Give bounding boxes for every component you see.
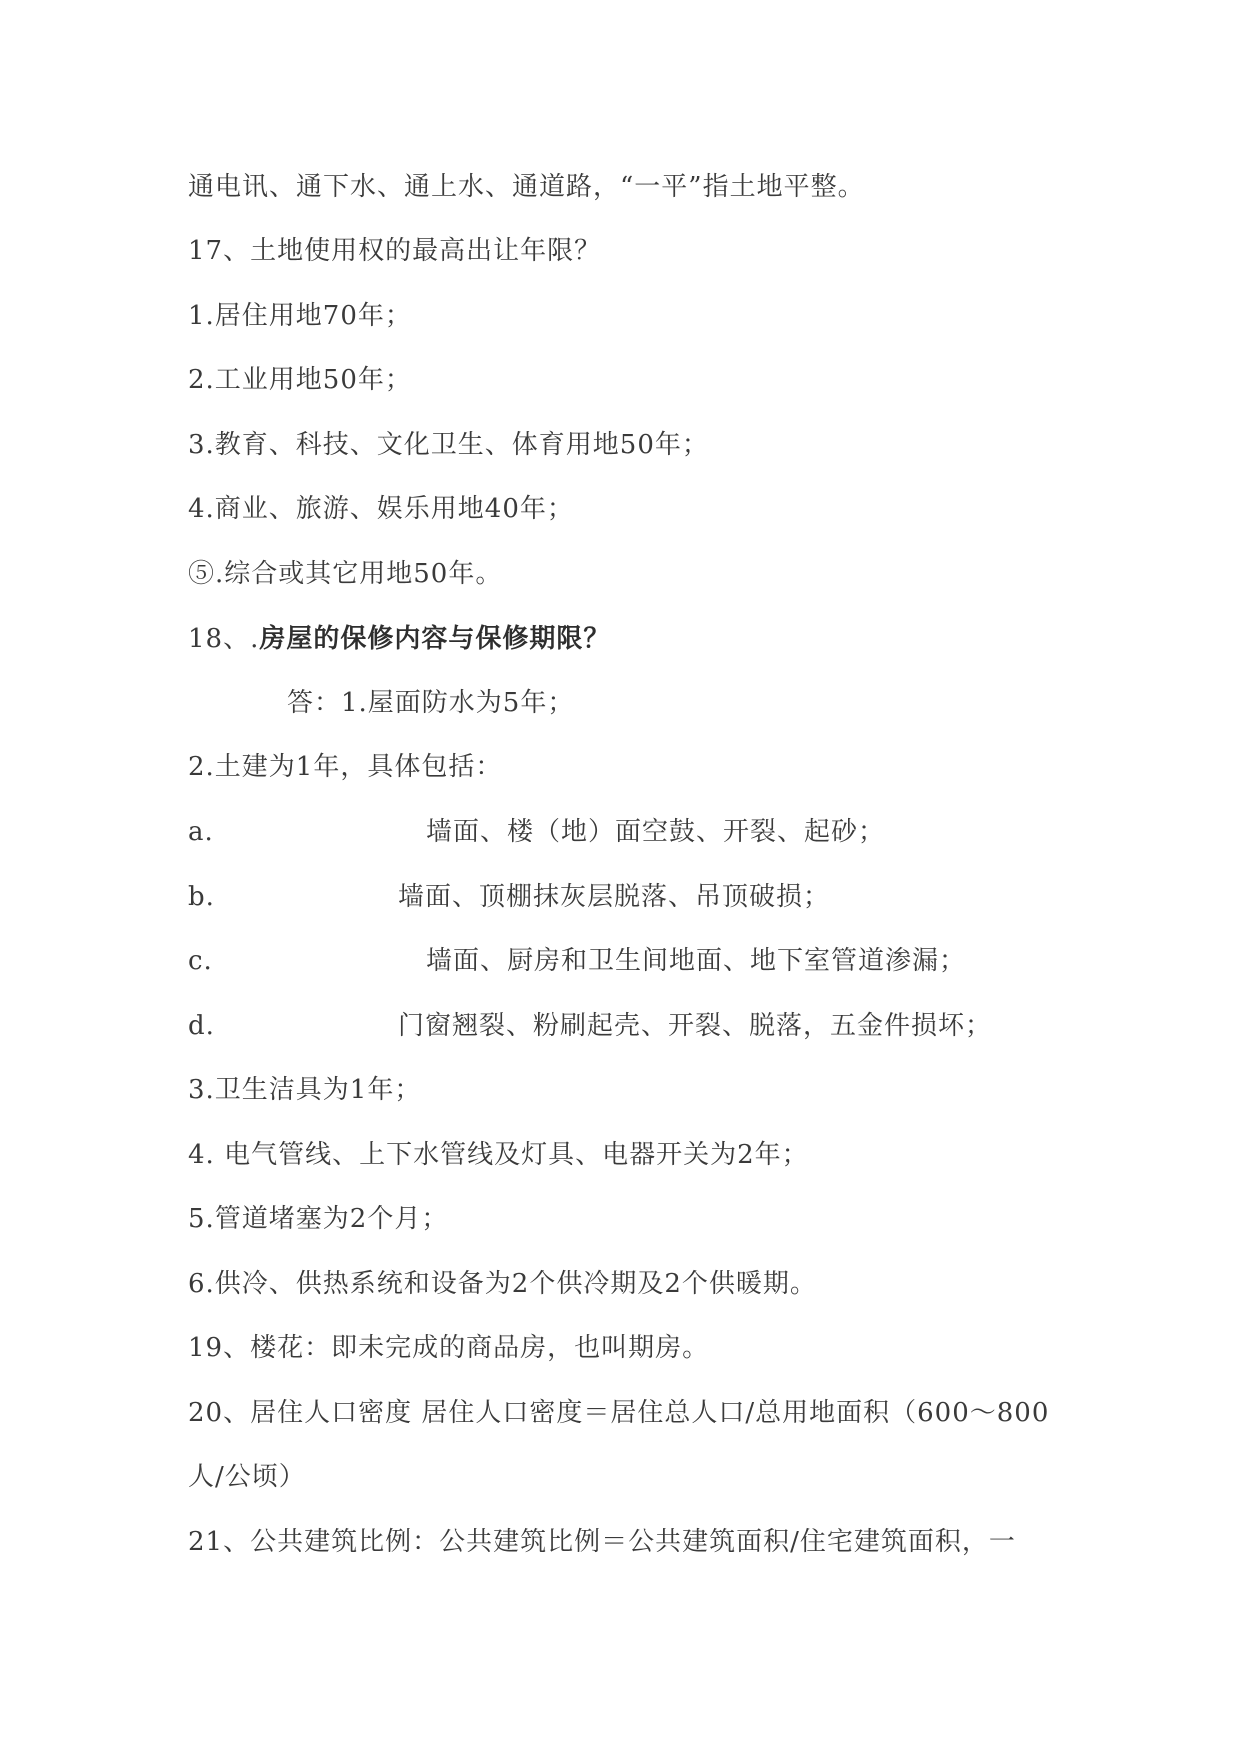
question-title: 房屋的保修内容与保修期限？	[259, 624, 611, 654]
question-number: 18、.	[188, 624, 260, 654]
sub-item-a	[188, 815, 886, 849]
list-item: 4.商业、旅游、娱乐用地40年；	[188, 494, 574, 524]
sub-item-d	[188, 1009, 993, 1043]
sub-item-label: a.	[188, 817, 214, 847]
text-line: 通电讯、通下水、通上水、通道路，“一平”指土地平整。	[188, 172, 865, 202]
text-line: 人/公顷）	[188, 1462, 306, 1492]
question-19: 19、楼花：即未完成的商品房，也叫期房。	[188, 1333, 710, 1363]
list-item: 2.土建为1年，具体包括：	[188, 752, 503, 782]
list-item: 4. 电气管线、上下水管线及灯具、电器开关为2年；	[188, 1140, 809, 1170]
question-18	[188, 622, 610, 656]
answer-line: 答：1.屋面防水为5年；	[287, 688, 575, 718]
question-21: 21、公共建筑比例：公共建筑比例＝公共建筑面积/住宅建筑面积，一	[188, 1527, 1016, 1557]
list-item: 5.管道堵塞为2个月；	[188, 1204, 449, 1234]
list-item: 2.工业用地50年；	[188, 365, 412, 395]
sub-item-label: c.	[188, 946, 213, 976]
sub-item-b	[188, 880, 831, 914]
question-17: 17、土地使用权的最高出让年限？	[188, 236, 602, 266]
list-item: 3.卫生洁具为1年；	[188, 1075, 422, 1105]
sub-item-text: 门窗翘裂、粉刷起壳、开裂、脱落，五金件损坏；	[398, 1011, 993, 1041]
list-item: 3.教育、科技、文化卫生、体育用地50年；	[188, 430, 709, 460]
sub-item-label: d.	[188, 1011, 215, 1041]
sub-item-label: b.	[188, 882, 215, 912]
list-item: 6.供冷、供热系统和设备为2个供冷期及2个供暖期。	[188, 1269, 817, 1299]
question-20: 20、居住人口密度 居住人口密度＝居住总人口/总用地面积（600～800	[188, 1398, 1050, 1428]
list-item: ⑤.综合或其它用地50年。	[188, 559, 503, 589]
sub-item-text: 墙面、厨房和卫生间地面、地下室管道渗漏；	[426, 946, 967, 976]
sub-item-text: 墙面、顶棚抹灰层脱落、吊顶破损；	[398, 882, 831, 912]
sub-item-c	[188, 944, 967, 978]
sub-item-text: 墙面、楼（地）面空鼓、开裂、起砂；	[426, 817, 886, 847]
list-item: 1.居住用地70年；	[188, 301, 412, 331]
